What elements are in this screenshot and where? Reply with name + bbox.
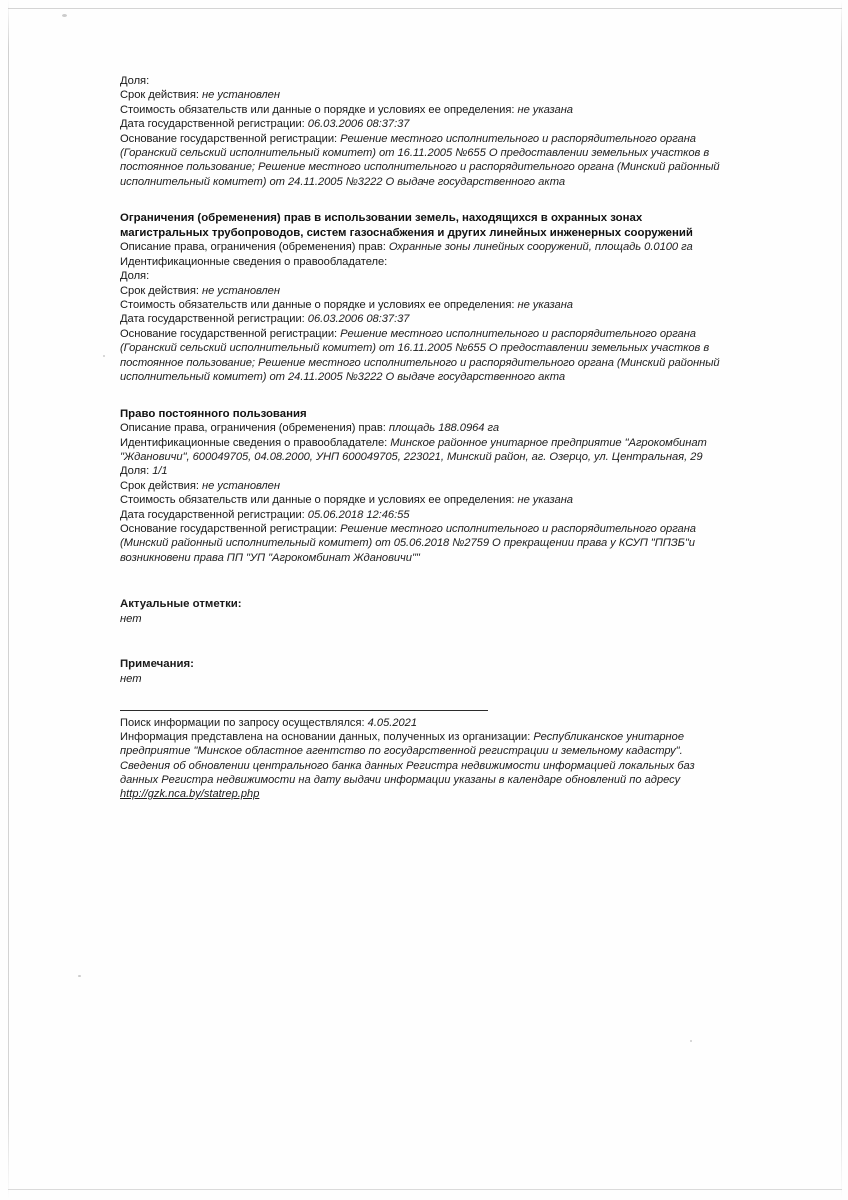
- field-value: 06.03.2006 08:37:37: [307, 313, 410, 326]
- scan-speck: [690, 1040, 692, 1042]
- field-label: Дата государственной регистрации:: [120, 508, 305, 521]
- scan-speck: [78, 975, 81, 977]
- field-label: Основание государственной регистрации:: [120, 522, 338, 535]
- field-label: Описание права, ограничения (обременения) прав:: [120, 422, 386, 435]
- field-share: [120, 269, 720, 283]
- footer-search-label: Поиск информации по запросу осуществлялся:: [120, 716, 365, 729]
- field-value: Решение местного исполнительного и распорядительного органа (Горанский сельский исполнительный комитет) от 16.11.2005 №655 О предоставлении земельных участков в постоянное пользование; Решение местного исполнительного и распорядительного органа (Минский районный исполнительный комитет) от 24.11.2005 №3222 О выдаче государственного акта: [120, 132, 720, 188]
- field-value: Охранные зоны линейных сооружений, площадь 0.0100 га: [388, 241, 693, 254]
- field-registration-date: [120, 117, 720, 131]
- field-label: Стоимость обязательств или данные о порядке и условиях ее определения:: [120, 299, 515, 312]
- field-label: Идентификационные сведения о правообладателе:: [120, 436, 388, 449]
- footer-search-date: 4.05.2021: [367, 716, 418, 729]
- field-obligation-cost: [120, 298, 720, 312]
- scan-speck: [103, 355, 105, 357]
- field-holder-identification: [120, 255, 720, 269]
- spacer: [120, 565, 720, 597]
- spacer: [120, 385, 720, 407]
- field-label: Доля:: [120, 270, 150, 283]
- field-value: Минское районное унитарное предприятие "Агрокомбинат "Ждановичи", 600049705, 04.08.2000, УНП 600049705, 223021, Минский район, аг. Озерцо, ул. Центральная, 29: [120, 436, 707, 463]
- field-share: [120, 74, 720, 88]
- footer-source-line: [120, 730, 720, 758]
- field-label: Дата государственной регистрации:: [120, 313, 305, 326]
- field-label: Срок действия:: [120, 284, 199, 297]
- field-registration-date: [120, 508, 720, 522]
- field-term: [120, 479, 720, 493]
- footer-update-info: Сведения об обновлении центрального банка данных Регистра недвижимости информацией локальных баз данных Регистра недвижимости на дату выдачи информации указаны в календаре обновлений по адресу: [120, 759, 695, 786]
- field-value: Решение местного исполнительного и распорядительного органа (Горанский сельский исполнительный комитет) от 16.11.2005 №655 О предоставлении земельных участков в постоянное пользование; Решение местного исполнительного и распорядительного органа (Минский районный исполнительный комитет) от 24.11.2005 №3222 О выдаче государственного акта: [120, 327, 720, 384]
- field-obligation-cost: [120, 493, 720, 507]
- field-right-description: [120, 421, 720, 435]
- footer-source-label: Информация представлена на основании данных, полученных из организации:: [120, 731, 531, 744]
- field-registration-basis: [120, 327, 720, 385]
- field-term: [120, 88, 720, 102]
- section-notes: [120, 657, 720, 686]
- field-label: Основание государственной регистрации:: [120, 327, 338, 340]
- field-label: Доля:: [120, 75, 150, 87]
- field-label: Описание права, ограничения (обременения) прав:: [120, 241, 386, 254]
- field-label: Срок действия:: [120, 479, 199, 492]
- scan-speck: [62, 14, 67, 17]
- field-value: не установлен: [201, 479, 280, 492]
- section-current-marks: [120, 597, 720, 626]
- field-registration-basis: [120, 522, 720, 565]
- marks-title: Актуальные отметки:: [120, 598, 242, 611]
- field-label: Стоимость обязательств или данные о порядке и условиях ее определения:: [120, 103, 515, 116]
- section-heading: Право постоянного пользования: [120, 407, 307, 420]
- field-label: Дата государственной регистрации:: [120, 118, 305, 131]
- field-holder-identification: [120, 436, 720, 465]
- footer-url-line: [120, 787, 720, 801]
- footer-url-link[interactable]: http://gzk.nca.by/statrep.php: [120, 787, 260, 800]
- field-value: не установлен: [201, 89, 280, 102]
- field-value: Решение местного исполнительного и распорядительного органа (Минский районный исполнительный комитет) от 05.06.2018 №2759 О прекращении права у КСУП "ППЗБ"и возникновени права ПП "УП "Агрокомбинат Ждановичи"": [120, 522, 696, 564]
- scan-edge-top: [8, 8, 842, 9]
- section-permanent-use: [120, 407, 720, 566]
- scan-edge-bottom: [8, 1189, 842, 1190]
- field-value: площадь 188.0964 га: [388, 422, 500, 435]
- field-label: Основание государственной регистрации:: [120, 132, 338, 145]
- footer-divider: [120, 710, 488, 711]
- field-value: не указана: [517, 494, 573, 507]
- field-value: не указана: [517, 103, 573, 116]
- document-body: [120, 74, 720, 801]
- field-label: Идентификационные сведения о правообладателе:: [120, 255, 388, 268]
- footer-source-value: Республиканское унитарное предприятие "Минское областное агентство по государственной регистрации и земельному кадастру".: [120, 731, 685, 758]
- notes-title: Примечания:: [120, 657, 194, 670]
- field-value: 05.06.2018 12:46:55: [307, 508, 410, 521]
- section-restrictions: [120, 211, 720, 384]
- marks-value: нет: [120, 613, 142, 626]
- field-label: Стоимость обязательств или данные о порядке и условиях ее определения:: [120, 494, 515, 507]
- field-registration-date: [120, 312, 720, 326]
- document-footer: [120, 710, 720, 801]
- field-value: 1/1: [152, 465, 168, 478]
- field-value: 06.03.2006 08:37:37: [307, 118, 410, 131]
- footer-search-line: [120, 716, 720, 730]
- field-right-description: [120, 240, 720, 254]
- field-term: [120, 284, 720, 298]
- section-first-right: [120, 74, 720, 189]
- field-obligation-cost: [120, 103, 720, 117]
- spacer: [120, 627, 720, 657]
- field-label: Доля:: [120, 465, 150, 478]
- scan-edge-right: [841, 0, 842, 1200]
- field-value: не указана: [517, 299, 573, 312]
- field-value: не установлен: [201, 284, 280, 297]
- field-share: [120, 464, 720, 478]
- field-label: Срок действия:: [120, 89, 199, 102]
- section-heading: Ограничения (обременения) прав в использовании земель, находящихся в охранных зонах магистральных трубопроводов, систем газоснабжения и других линейных инженерных сооружений: [120, 212, 693, 239]
- spacer: [120, 189, 720, 211]
- field-registration-basis: [120, 132, 720, 190]
- notes-value: нет: [120, 672, 142, 685]
- scan-edge-left: [8, 0, 9, 1200]
